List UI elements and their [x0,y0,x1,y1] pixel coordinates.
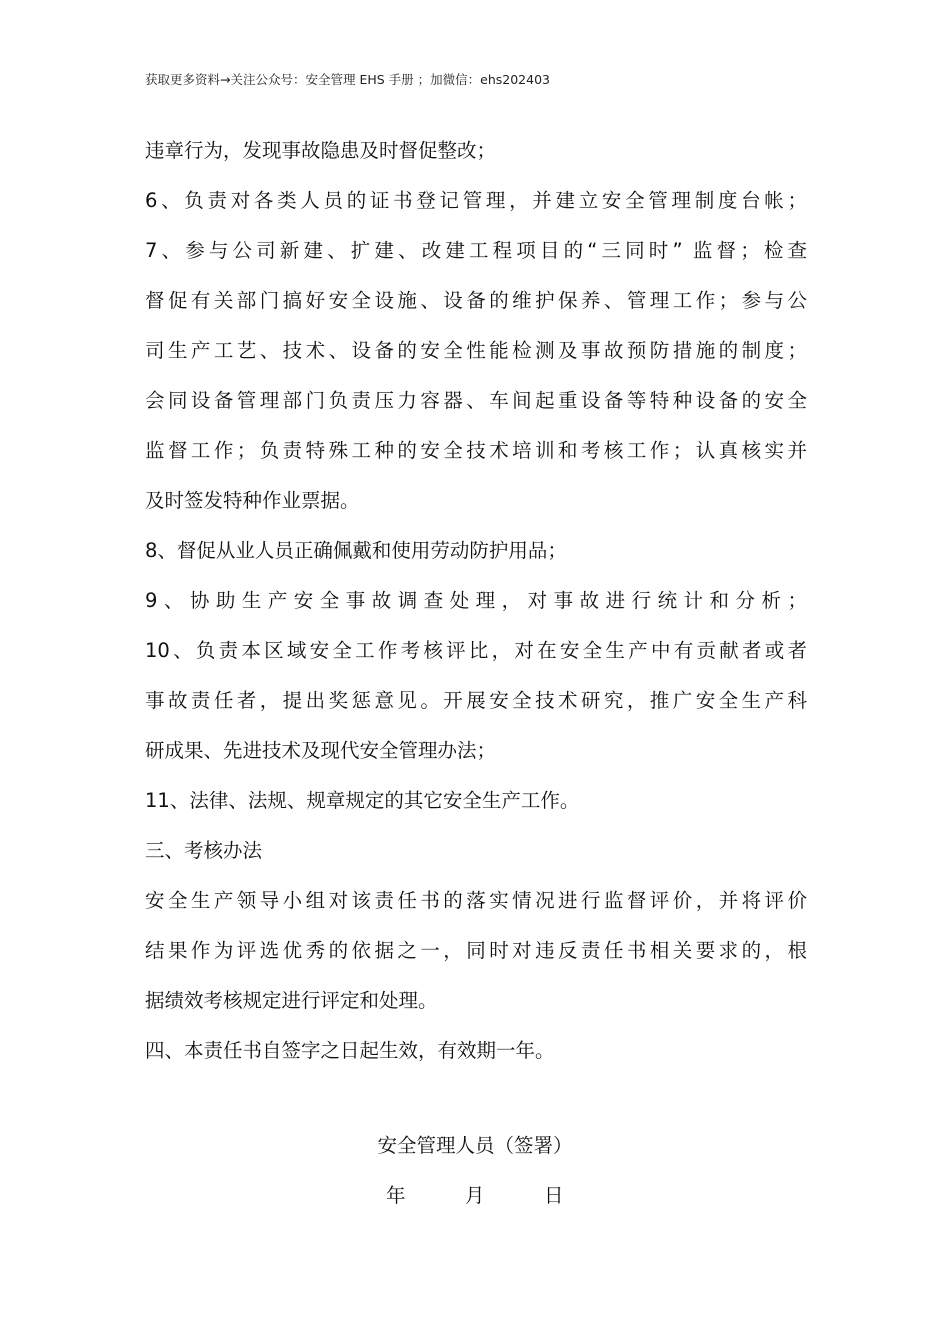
paragraph-line: 10、负责本区域安全工作考核评比，对在安全生产中有贡献者或者 [145,639,807,662]
paragraph-line: 9、协助生产安全事故调查处理，对事故进行统计和分析； [145,589,807,612]
paragraph-line: 四、本责任书自签字之日起生效，有效期一年。 [145,1039,555,1062]
paragraph-line: 会同设备管理部门负责压力容器、车间起重设备等特种设备的安全 [145,389,807,412]
paragraph-line: 司生产工艺、技术、设备的安全性能检测及事故预防措施的制度； [145,339,807,362]
paragraph-line: 据绩效考核规定进行评定和处理。 [145,989,438,1012]
date-day: 日 [544,1184,564,1207]
paragraph-line: 结果作为评选优秀的依据之一，同时对违反责任书相关要求的，根 [145,939,807,962]
paragraph-line: 事故责任者，提出奖惩意见。开展安全技术研究，推广安全生产科 [145,689,807,712]
signature-label: 安全管理人员（签署） [377,1134,573,1157]
paragraph-line: 7、参与公司新建、扩建、改建工程项目的“三同时” 监督；检查 [145,239,807,262]
header-note: 获取更多资料→关注公众号：安全管理 EHS 手册 ；加微信：ehs202403 [145,72,550,87]
paragraph-line: 及时签发特种作业票据。 [145,489,360,512]
date-month: 月 [465,1184,485,1207]
document-body [145,126,807,1076]
paragraph-line: 违章行为，发现事故隐患及时督促整改； [145,139,497,162]
paragraph-line: 6、负责对各类人员的证书登记管理，并建立安全管理制度台帐； [145,189,807,212]
paragraph-line: 研成果、先进技术及现代安全管理办法； [145,739,497,762]
paragraph-line: 8、督促从业人员正确佩戴和使用劳动防护用品； [145,539,567,562]
paragraph-line: 安全生产领导小组对该责任书的落实情况进行监督评价，并将评价 [145,889,807,912]
section-heading: 三、考核办法 [145,839,263,862]
paragraph-line: 督促有关部门搞好安全设施、设备的维护保养、管理工作；参与公 [145,289,807,312]
paragraph-line: 11、法律、法规、规章规定的其它安全生产工作。 [145,789,580,812]
date-year: 年 [386,1184,406,1207]
paragraph-line: 监督工作；负责特殊工种的安全技术培训和考核工作；认真核实并 [145,439,807,462]
